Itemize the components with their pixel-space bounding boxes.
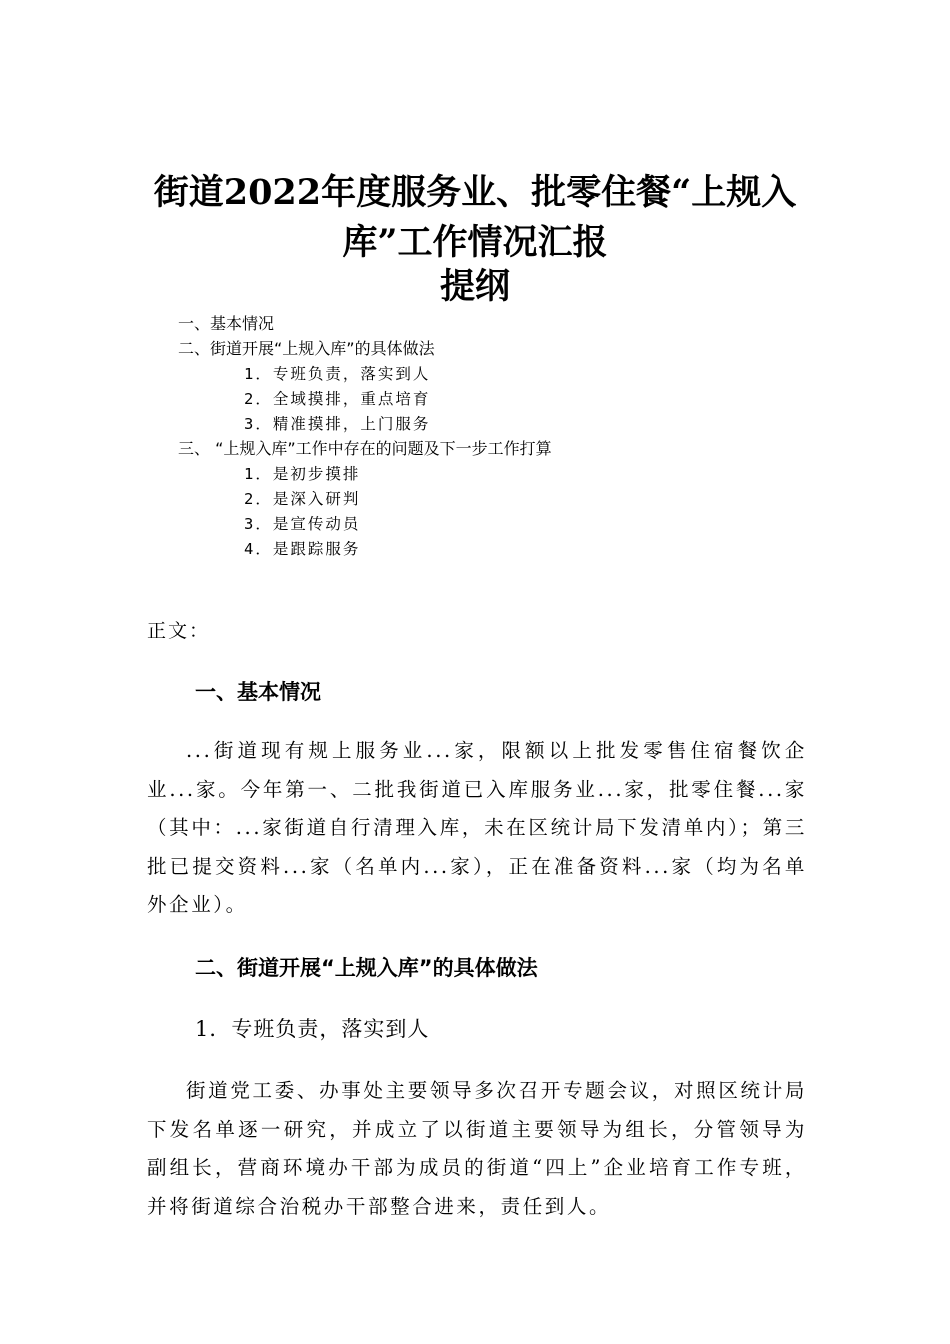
outline-section-3: 三、 “上规入库”工作中存在的问题及下一步工作打算 bbox=[178, 439, 552, 458]
document-title-line-3: 提纲 bbox=[439, 266, 510, 307]
document-title-line-1: 街道2022年度服务业、批零住餐“上规入 bbox=[153, 172, 797, 213]
outline-section-2-item-1: 1．专班负责，落实到人 bbox=[244, 365, 431, 383]
outline-section-3-item-4: 4．是跟踪服务 bbox=[244, 540, 361, 558]
heading-basic-situation: 一、基本情况 bbox=[195, 680, 321, 704]
outline-section-2-item-2: 2．全域摸排，重点培育 bbox=[244, 390, 431, 408]
heading-specific-practices: 二、街道开展“上规入库”的具体做法 bbox=[195, 956, 538, 980]
outline-section-3-item-1: 1．是初步摸排 bbox=[244, 465, 361, 483]
document-title-line-2: 库”工作情况汇报 bbox=[342, 222, 608, 263]
outline-section-1: 一、基本情况 bbox=[178, 314, 275, 333]
body-label: 正文： bbox=[147, 620, 211, 642]
paragraph-task-force: 街道党工委、办事处主要领导多次召开专题会议，对照区统计局下发名单逐一研究，并成立了以街道主要领导为组长，分管领导为副组长，营商环境办干部为成员的街道“四上”企业培育工作专班，并将街道综合治税办干部整合进来，责任到人。 bbox=[147, 1079, 807, 1218]
outline-section-3-item-3: 3．是宣传动员 bbox=[244, 515, 361, 533]
subheading-task-force: 1．专班负责，落实到人 bbox=[195, 1017, 430, 1041]
paragraph-basic-situation: ...街道现有规上服务业...家，限额以上批发零售住宿餐饮企业...家。今年第一、二批我街道已入库服务业...家，批零住餐...家（其中：...家街道自行清理入库，未在区统计局下发清单内）；第三批已提交资料...家（名单内...家），正在准备资料...家（均为名单外企业）。 bbox=[147, 739, 807, 916]
outline-section-3-item-2: 2．是深入研判 bbox=[244, 490, 361, 508]
outline-section-2-item-3: 3．精准摸排，上门服务 bbox=[244, 415, 431, 433]
outline-section-2: 二、街道开展“上规入库”的具体做法 bbox=[178, 339, 435, 358]
